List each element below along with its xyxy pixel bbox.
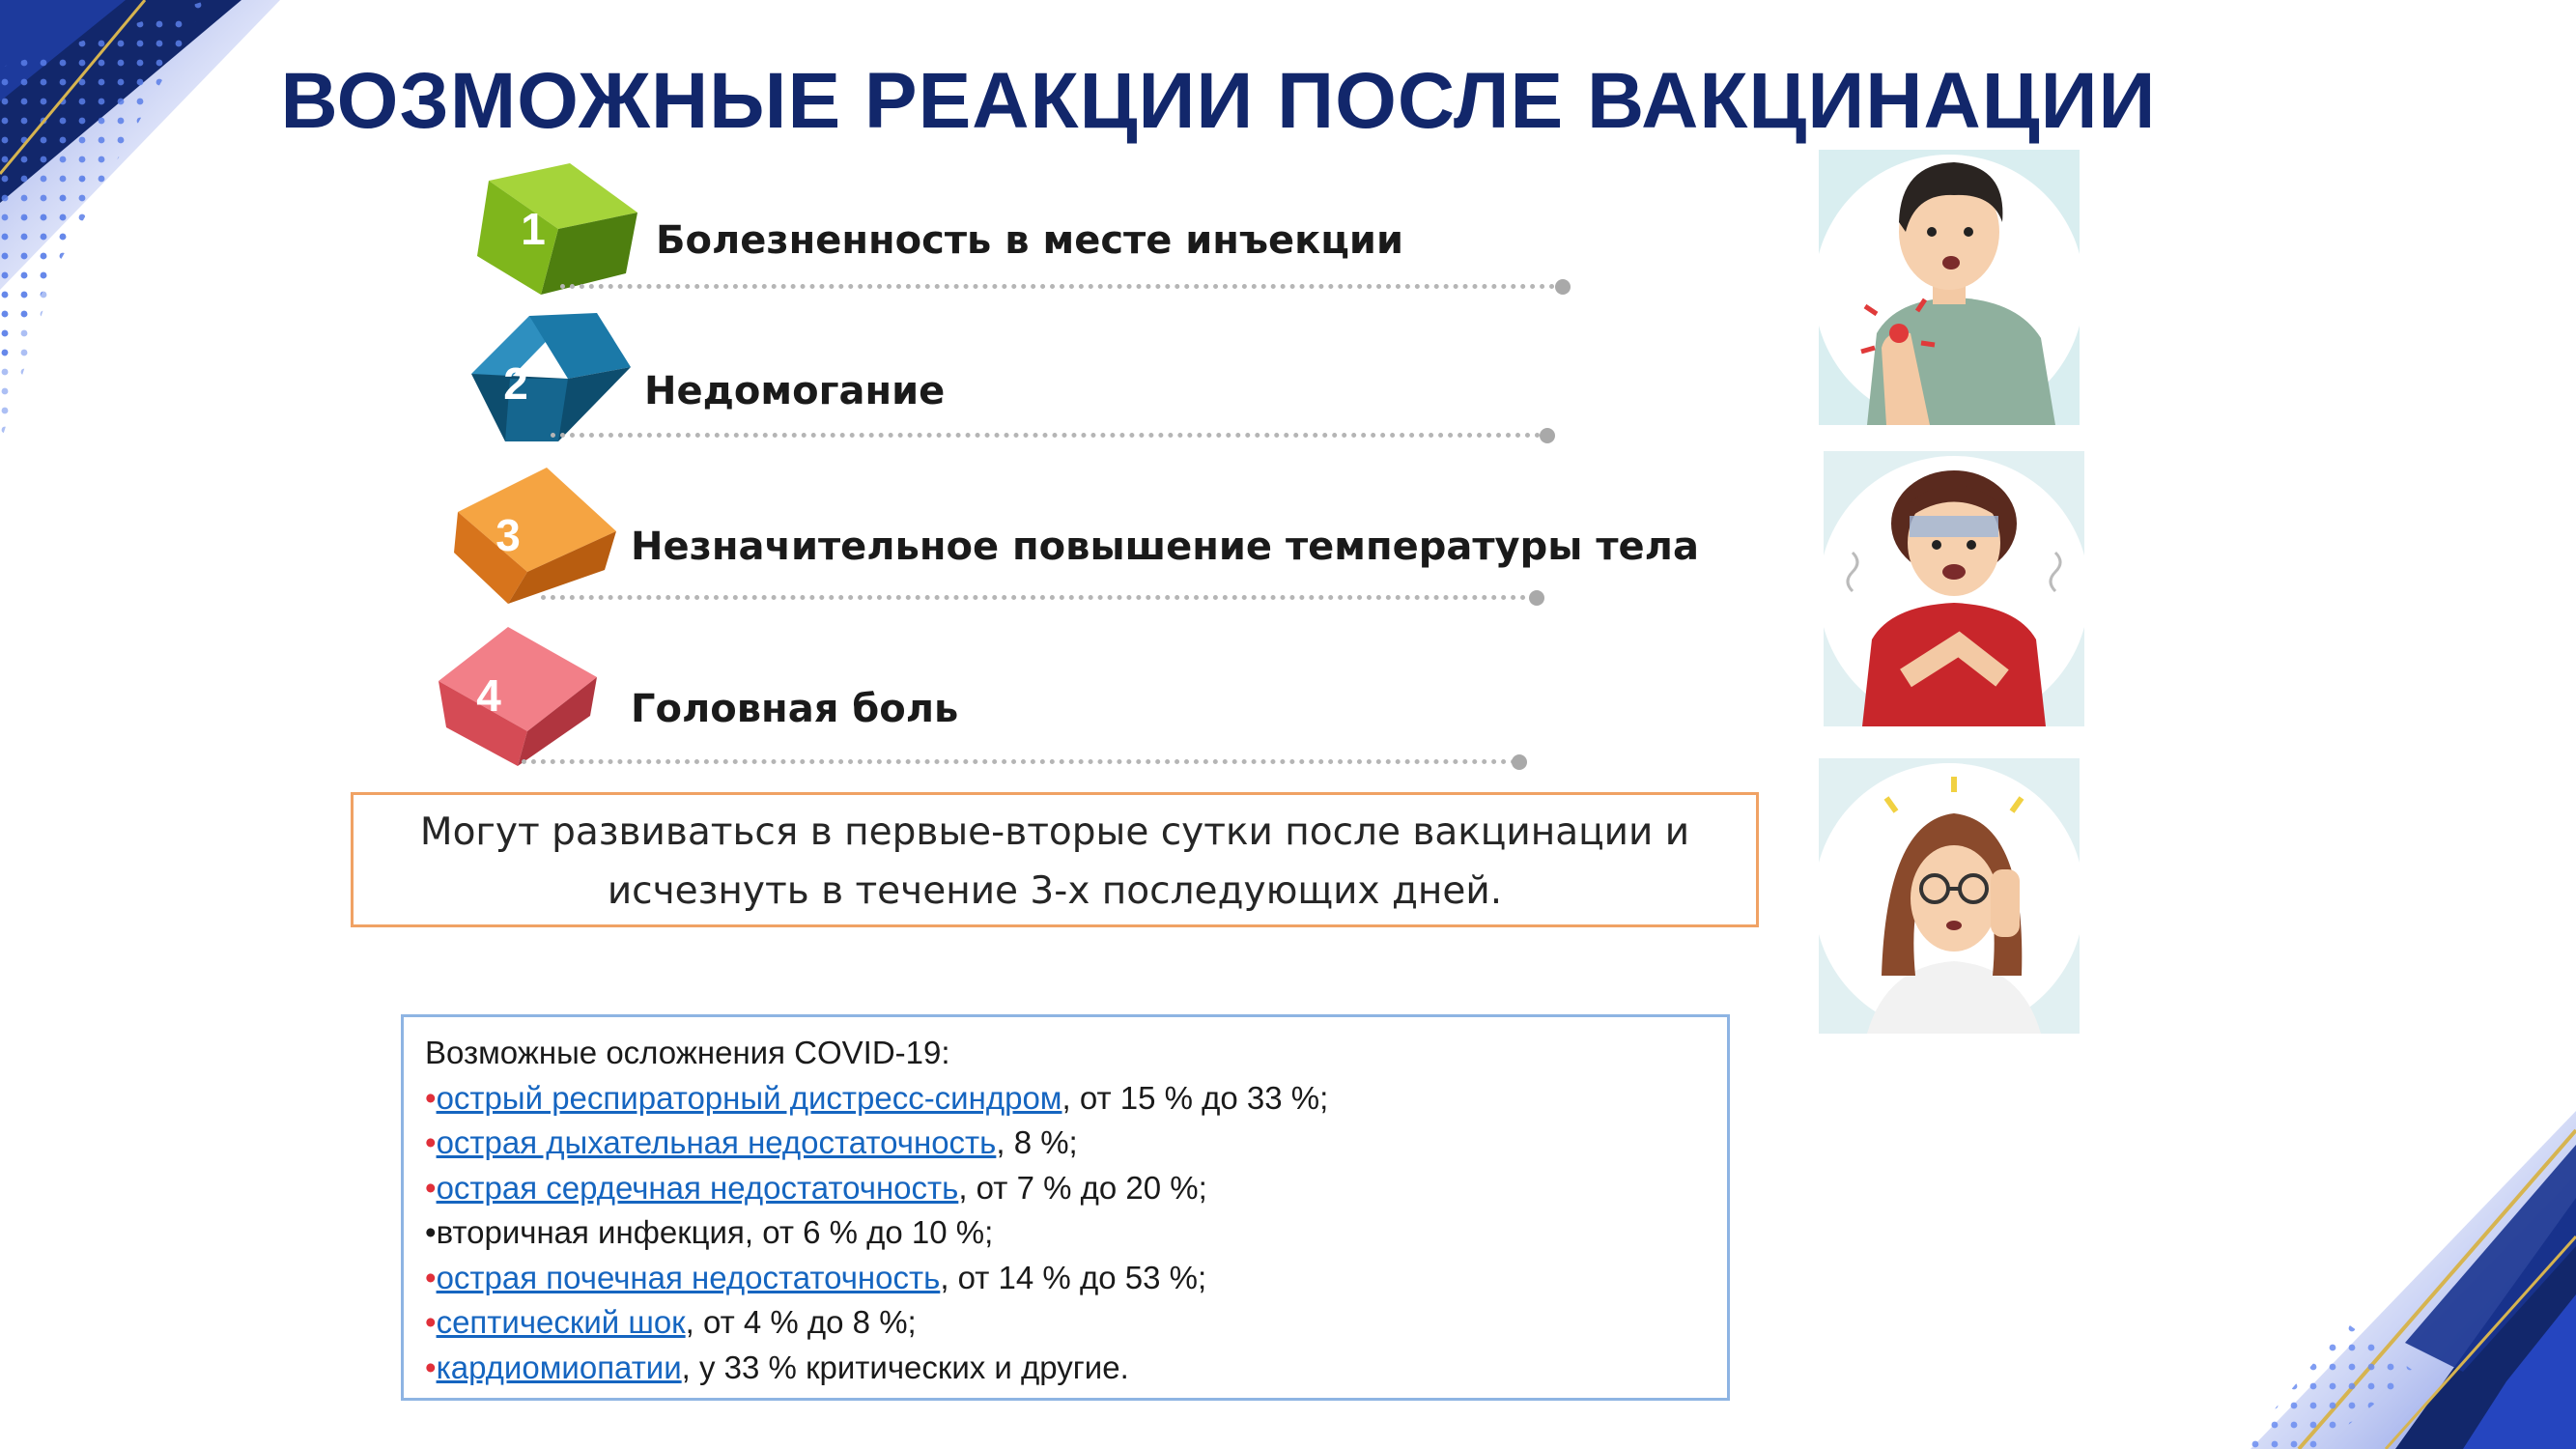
complication-link-ards[interactable]: острый респираторный дистресс-синдром [436, 1079, 1062, 1116]
bottom-right-corner-decoration [2173, 1053, 2576, 1449]
complication-link-respiratory-failure[interactable]: острая дыхательная недостаточность [436, 1124, 997, 1160]
list-item-text: , от 7 % до 20 %; [958, 1169, 1207, 1206]
bullet: • [425, 1304, 437, 1340]
reaction-number-1: 1 [521, 204, 546, 254]
reaction-number-3: 3 [495, 510, 521, 560]
dotted-divider [551, 433, 1550, 438]
dotted-divider [541, 595, 1536, 600]
list-item-text: , от 15 % до 33 %; [1062, 1079, 1329, 1116]
reaction-number-2: 2 [503, 358, 528, 409]
bullet: • [425, 1124, 437, 1160]
list-item-text: , 8 %; [996, 1124, 1078, 1160]
divider-endpoint [1555, 279, 1571, 295]
list-item [425, 1076, 1727, 1122]
bullet: • [425, 1349, 437, 1385]
list-item-text: , у 33 % критических и другие. [681, 1349, 1129, 1385]
list-item [425, 1300, 1727, 1346]
bullet: • [425, 1169, 437, 1206]
person-fever-chills-icon [1814, 446, 2094, 726]
onset-note-line-2: исчезнуть в течение 3-х последующих дней. [607, 869, 1503, 913]
list-item [425, 1166, 1727, 1211]
page-title: ВОЗМОЖНЫЕ РЕАКЦИИ ПОСЛЕ ВАКЦИНАЦИИ [280, 57, 2157, 145]
list-item [425, 1256, 1727, 1301]
complication-link-cardiomyopathy[interactable]: кардиомиопатии [436, 1349, 682, 1385]
reaction-number-4: 4 [476, 670, 501, 721]
list-item [425, 1346, 1727, 1391]
complication-link-heart-failure[interactable]: острая сердечная недостаточность [436, 1169, 959, 1206]
person-headache-icon [1809, 753, 2089, 1034]
reaction-label-1: Болезненность в месте инъекции [656, 218, 1403, 263]
reaction-label-2: Недомогание [644, 369, 946, 413]
person-shoulder-pain-icon [1809, 145, 2089, 425]
list-item [425, 1121, 1727, 1166]
bullet: • [425, 1079, 437, 1116]
bullet: • [425, 1214, 437, 1250]
list-item-text: , от 4 % до 8 %; [685, 1304, 917, 1340]
list-item-text: , от 14 % до 53 %; [940, 1259, 1207, 1295]
list-item-text: вторичная инфекция, от 6 % до 10 %; [436, 1214, 994, 1250]
reaction-label-4: Головная боль [631, 687, 959, 731]
onset-note-box [351, 792, 1759, 927]
dotted-divider [522, 759, 1526, 764]
list-item [425, 1210, 1727, 1256]
bullet: • [425, 1259, 437, 1295]
dotted-divider [560, 284, 1565, 289]
complication-link-septic-shock[interactable]: септический шок [436, 1304, 686, 1340]
complications-heading: Возможные осложнения COVID-19: [425, 1035, 950, 1070]
onset-note-line-1: Могут развиваться в первые-вторые сутки после вакцинации и [419, 810, 1690, 854]
covid-complications-box [401, 1014, 1730, 1401]
divider-endpoint [1540, 428, 1555, 443]
reaction-label-3: Незначительное повышение температуры тела [631, 525, 1699, 569]
divider-endpoint [1512, 754, 1527, 770]
divider-endpoint [1529, 590, 1544, 606]
complication-link-kidney-failure[interactable]: острая почечная недостаточность [436, 1259, 941, 1295]
